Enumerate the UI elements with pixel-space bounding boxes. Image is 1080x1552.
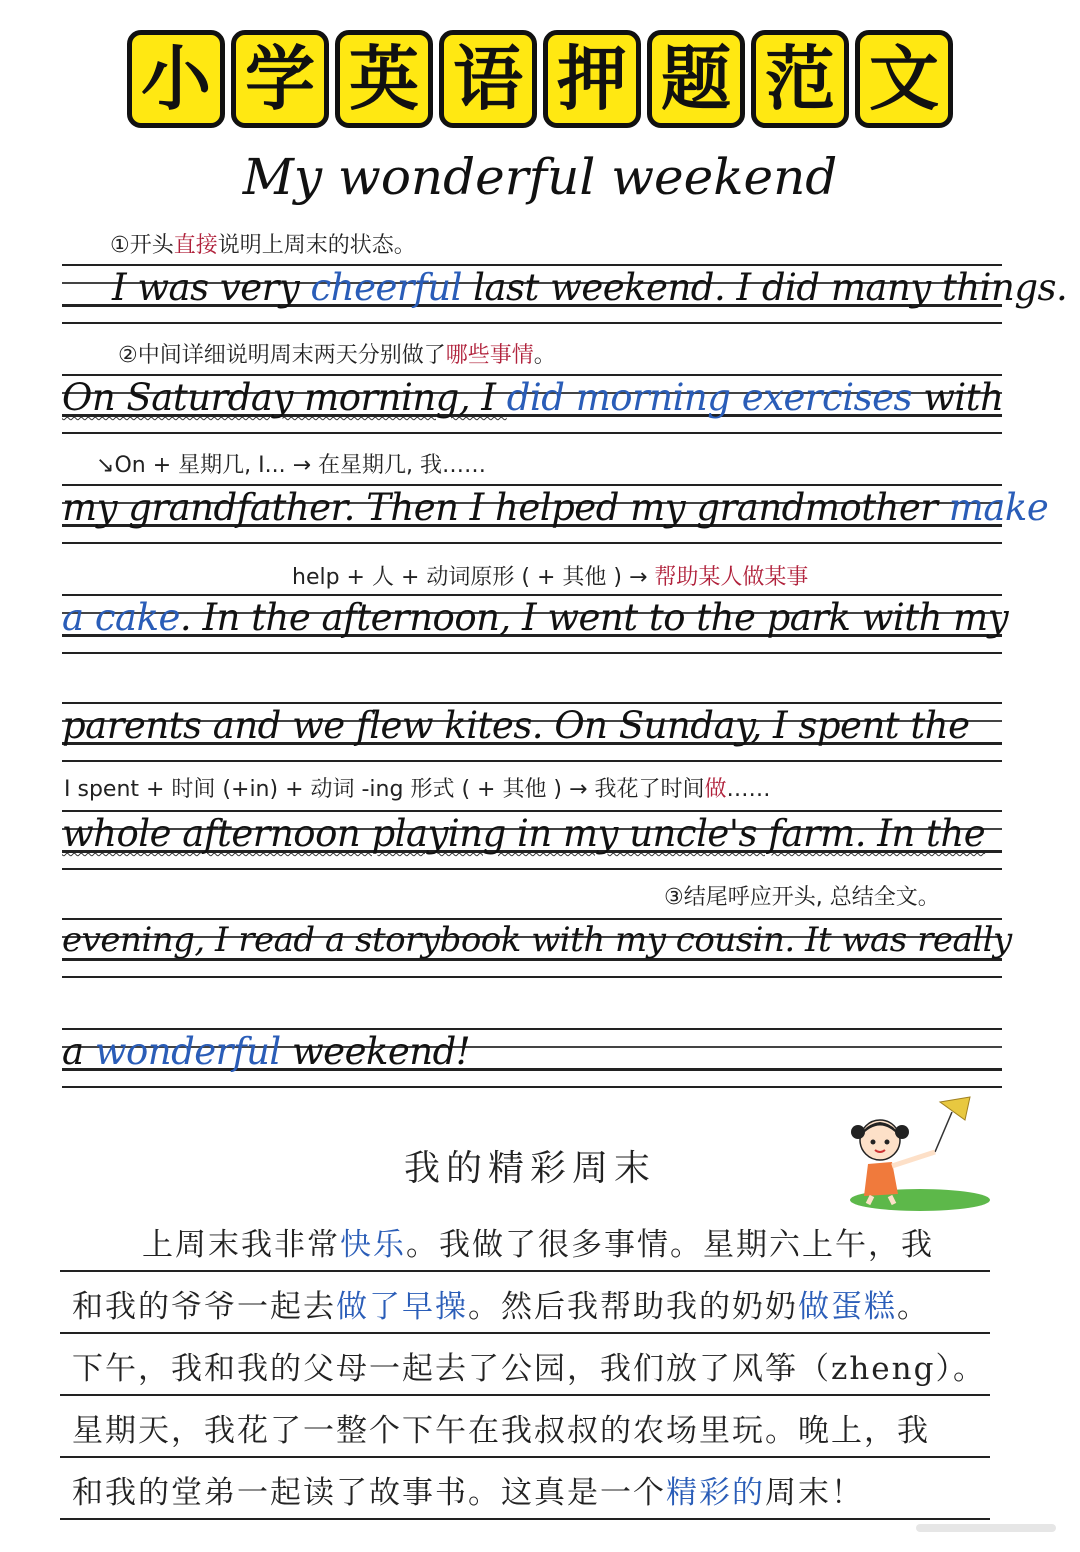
highlight-word: 做了早操 — [336, 1289, 468, 1325]
line-text: a cake. In the afternoon, I went to the park with my — [62, 596, 1009, 639]
line-text: 星期天，我花了一整个下午在我叔叔的农场里玩。晚上，我 — [72, 1413, 930, 1449]
note-text: On + 星期几, I... → 在星期几, 我…… — [114, 453, 486, 478]
line-text: my grandfather. Then I helped my grandmother make — [62, 486, 1049, 529]
note-highlight: 帮助某人做某事 — [654, 565, 809, 590]
title-char: 范 — [751, 30, 849, 128]
scroll-indicator[interactable] — [916, 1524, 1056, 1532]
note-help — [292, 560, 808, 591]
writing-line-6 — [62, 810, 1002, 872]
highlight-word: wonderful — [94, 1030, 281, 1073]
writing-line-4 — [62, 594, 1009, 656]
translation-line-5 — [60, 1460, 990, 1520]
translation-line-2 — [60, 1274, 990, 1334]
note-text: ②中间详细说明周末两天分别做了 — [118, 343, 446, 368]
translation-line-4 — [60, 1398, 990, 1458]
essay-title: My wonderful weekend — [242, 148, 838, 206]
note-text: ①开头 — [110, 233, 174, 258]
highlight-phrase: did morning exercises — [506, 376, 912, 419]
line-text: 和我的堂弟一起读了故事书。这真是一个精彩的周末！ — [72, 1475, 864, 1511]
note-highlight: 哪些事情 — [445, 343, 534, 368]
note-on-weekday — [96, 448, 486, 479]
writing-line-1 — [62, 264, 1068, 326]
note-highlight: 做 — [704, 777, 727, 802]
line-text: 上周末我非常快乐。我做了很多事情。星期六上午，我 — [142, 1227, 934, 1263]
highlight-word: make — [948, 486, 1049, 529]
highlight-word: 做蛋糕 — [798, 1289, 897, 1325]
line-text: On Saturday morning, I did morning exercises with — [62, 376, 1004, 419]
title-char: 押 — [543, 30, 641, 128]
note-opening — [110, 228, 416, 259]
writing-line-8 — [62, 1028, 1002, 1090]
writing-line-7 — [62, 918, 1012, 980]
title-char: 英 — [335, 30, 433, 128]
line-text: evening, I read a storybook with my cousin. It was really — [62, 920, 1012, 960]
title-char: 文 — [855, 30, 953, 128]
line-text: a wonderful weekend! — [62, 1030, 471, 1073]
writing-line-2 — [62, 374, 1002, 436]
note-spent — [64, 772, 770, 803]
line-text: I was very cheerful last weekend. I did many things. — [112, 266, 1068, 309]
writing-line-3 — [62, 484, 1049, 546]
translation-title: 我的精彩周末 — [403, 1148, 656, 1189]
line-text: whole afternoon playing in my uncle's farm. In the — [62, 812, 986, 855]
line-text: 和我的爷爷一起去做了早操。然后我帮助我的奶奶做蛋糕。 — [72, 1289, 930, 1325]
translation-line-3 — [60, 1336, 990, 1396]
main-title — [0, 22, 1080, 132]
highlight-phrase: a cake — [62, 596, 180, 639]
translation-line-1 — [60, 1212, 990, 1272]
title-char: 小 — [127, 30, 225, 128]
note-text: 。 — [533, 343, 556, 368]
line-text: parents and we flew kites. On Sunday, I spent the — [62, 704, 970, 747]
note-text: help + 人 + 动词原形 ( + 其他 ) → — [292, 565, 655, 590]
note-ending: ③结尾呼应开头, 总结全文。 — [664, 885, 940, 910]
note-text: …… — [726, 777, 771, 802]
title-char: 题 — [647, 30, 745, 128]
note-text: 说明上周末的状态。 — [217, 233, 416, 258]
highlight-word: cheerful — [310, 266, 462, 309]
highlight-word: 精彩的 — [666, 1475, 765, 1511]
line-text: 下午，我和我的父母一起去了公园，我们放了风筝（zheng）。 — [72, 1351, 986, 1387]
highlight-word: 快乐 — [340, 1227, 406, 1263]
note-text: I spent + 时间 (+in) + 动词 -ing 形式 ( + 其他 ) → 我花了时间 — [64, 777, 705, 802]
writing-line-5 — [62, 702, 1002, 764]
arrow-icon: ↘ — [96, 453, 115, 478]
title-char: 学 — [231, 30, 329, 128]
note-highlight: 直接 — [173, 233, 218, 258]
note-middle — [118, 338, 556, 369]
title-char: 语 — [439, 30, 537, 128]
